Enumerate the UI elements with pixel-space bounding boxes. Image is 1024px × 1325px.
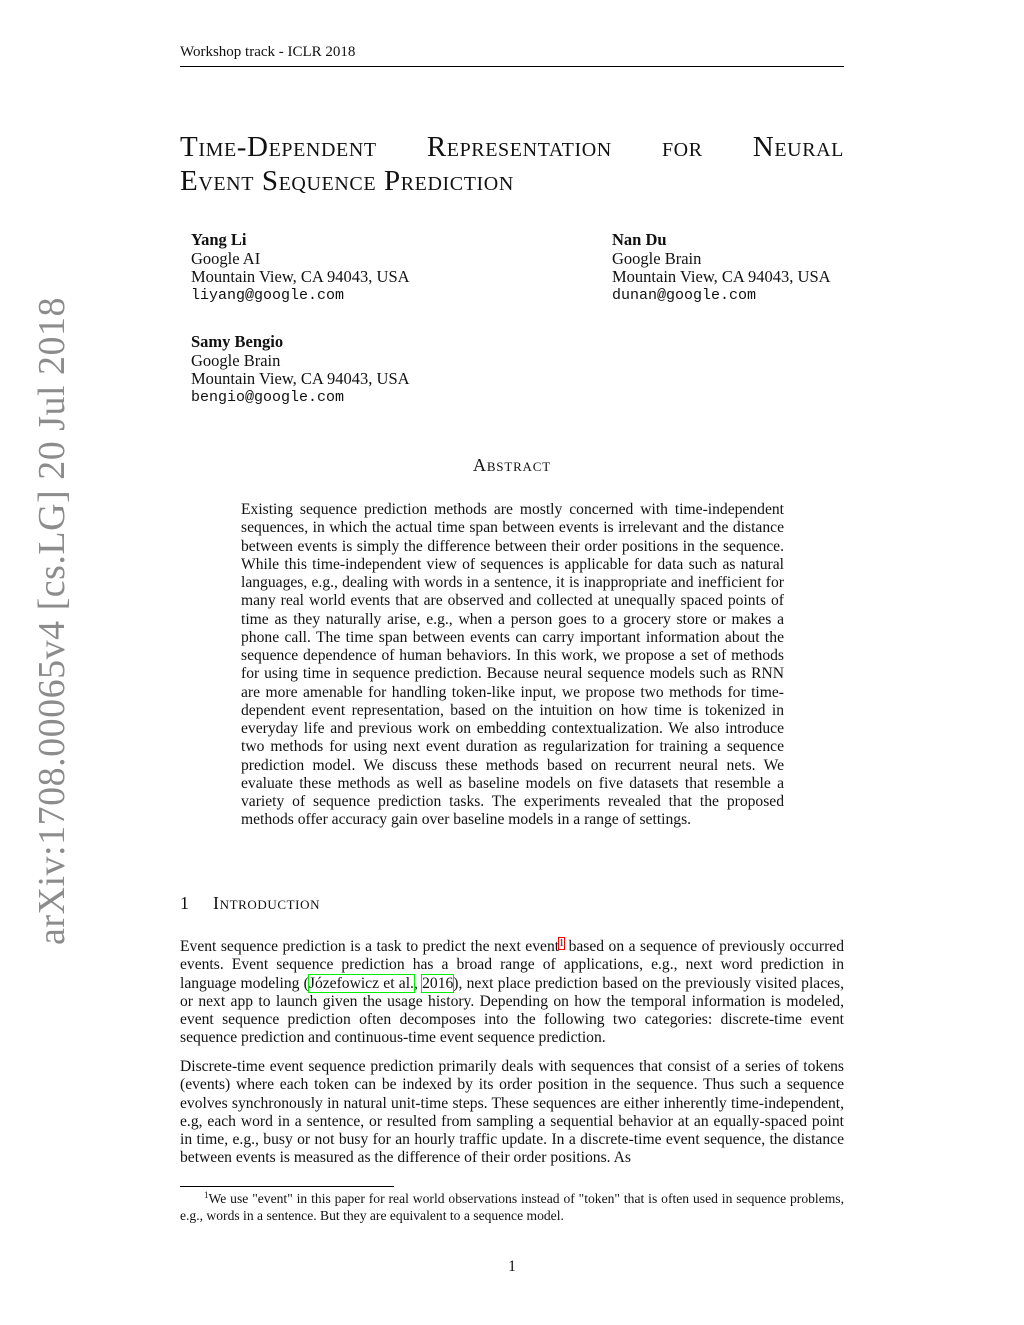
- section-title: Introduction: [213, 893, 321, 913]
- author-block-1: [191, 231, 410, 305]
- citation-author-link[interactable]: Józefowicz et al.: [308, 974, 414, 992]
- arxiv-stamp: arXiv:1708.00065v4 [cs.LG] 20 Jul 2018: [31, 296, 73, 945]
- author-address: Mountain View, CA 94043, USA: [191, 369, 410, 388]
- author-address: Mountain View, CA 94043, USA: [612, 267, 831, 286]
- author-name: Yang Li: [191, 230, 247, 249]
- paragraph-text: ), next place prediction based on the previously visited places, or next app to launch given the usage history. Depending on how the temporal information is modeled, event sequence prediction often decomposes into the following two categories: discrete-time event sequence prediction and continuous-time event sequence prediction.: [180, 974, 845, 1047]
- author-block-3: [191, 333, 410, 407]
- footnote-rule: [180, 1186, 394, 1187]
- paragraph-text: Event sequence prediction is a task to predict the next event: [180, 938, 560, 955]
- author-block-2: [612, 231, 831, 305]
- author-name: Samy Bengio: [191, 332, 284, 351]
- author-affiliation: Google AI: [191, 248, 261, 268]
- paragraph-text: based on a sequence of previously occurred events. Event sequence prediction has a broad range of applications, e.g., next word prediction in language modeling (: [180, 938, 844, 992]
- paper-title: [180, 130, 844, 198]
- section-number: 1: [180, 893, 190, 913]
- footnote-ref-link[interactable]: 1: [559, 938, 565, 949]
- author-address: Mountain View, CA 94043, USA: [191, 267, 410, 286]
- intro-paragraph-2: Discrete-time event sequence prediction primarily deals with sequences that consist of a series of tokens (events) where each token can be indexed by its order position in the sequence. Thus such a sequence evolves synchronously in natural unit-time steps. These sequences are either inherently time-independent, e.g, each word in a sentence, or resulted from sampling a sequential behavior at an equally-spaced point in time, e.g., busy or not busy for an hourly traffic update. In a discrete-time event sequence, the distance between events is measured as the difference of their order positions. As: [180, 1058, 844, 1167]
- footnote-text: We use "event" in this paper for real world observations instead of "token" that is often used in sequence problems, e.g., words in a sentence. But they are equivalent to a sequence model.: [180, 1191, 844, 1223]
- author-email[interactable]: liyang@google.com: [191, 286, 345, 304]
- page-number: 1: [508, 1258, 516, 1275]
- footnote-mark: 1: [204, 1190, 209, 1200]
- author-affiliation: Google Brain: [612, 248, 702, 268]
- title-line-1: Time-Dependent Representation for Neural: [180, 131, 844, 163]
- author-name: Nan Du: [612, 230, 667, 249]
- running-header: Workshop track - ICLR 2018: [180, 44, 844, 67]
- author-email[interactable]: bengio@google.com: [191, 388, 345, 406]
- citation-year-link[interactable]: 2016: [422, 974, 454, 992]
- abstract-heading: Abstract: [473, 455, 551, 475]
- paragraph-text: ,: [413, 974, 423, 992]
- author-email[interactable]: dunan@google.com: [612, 286, 757, 304]
- intro-paragraph-1: [180, 938, 844, 1048]
- footnote: [180, 1190, 844, 1224]
- section-heading: [180, 893, 320, 914]
- abstract-text: Existing sequence prediction methods are mostly concerned with time-independent sequences, in which the actual time span between events is irrelevant and the distance between events is simply the difference between their order positions in the sequence. While this time-independent view of sequences is applicable for data such as natural languages, e.g., dealing with words in a sentence, it is inappropriate and inefficient for many real world events that are observed and collected at unequally spaced points of time as they naturally arise, e.g., when a person goes to a grocery store or makes a phone call. The time span between events can carry important information about the sequence dependence of human behaviors. In this work, we propose a set of methods for using time in sequence prediction. Because neural sequence models such as RNN are more amenable for handling token-like input, we propose two methods for time-dependent event representation, based on the intuition on how time is tokenized in everyday life and previous work on embedding contextualization. We also introduce two methods for using next event duration as regularization for training a sequence prediction model. We discuss these methods based on recurrent neural nets. We evaluate these methods as well as baseline models on five datasets that resemble a variety of sequence prediction tasks. The experiments revealed that the proposed methods offer accuracy gain over baseline models in a range of settings.: [241, 501, 784, 829]
- title-line-2: Event Sequence Prediction: [180, 165, 514, 197]
- author-affiliation: Google Brain: [191, 350, 281, 370]
